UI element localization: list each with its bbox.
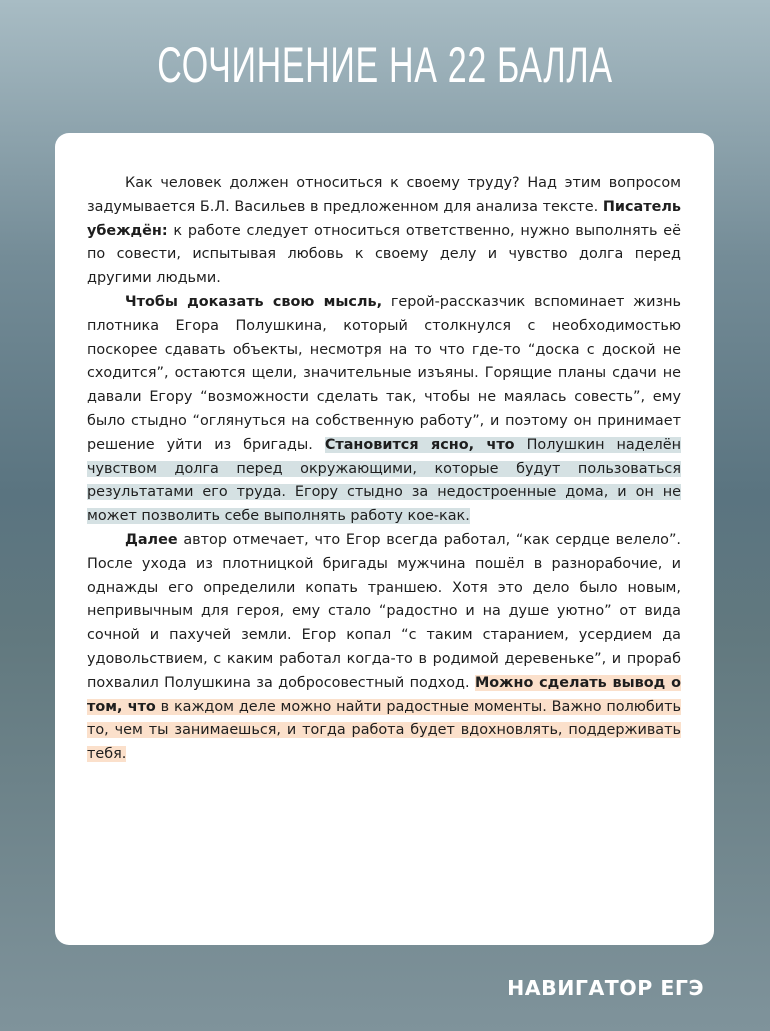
- paragraph-2-lead: Чтобы доказать свою мысль,: [125, 293, 383, 310]
- page-title: СОЧИНЕНИЕ НА 22 БАЛЛА: [157, 37, 613, 93]
- paragraph-2-conclusion-label: Становится ясно, что: [324, 436, 515, 453]
- essay-paragraph-3: [87, 529, 681, 767]
- paragraph-2-argument: герой-рассказчик вспоминает жизнь плотника Егора Полушкина, который столкнулся с необходимостью поскорее сдавать объекты, несмотря на то что где-то “доска с доской не сходится”, остаются щели, значительные изъяны. Горящие планы сдачи не давали Егору “возможности сделать так, чтобы не маялась совесть”, ему было стыдно “оглянуться на собственную работу”, и поэтому он принимает решение уйти из бригады.: [87, 293, 681, 453]
- paragraph-1-thesis: к работе следует относиться ответственно, нужно выполнять её по совести, испытывая любовь к своему делу и чувство долга перед другими людьми.: [87, 222, 681, 287]
- paragraph-3-conclusion: в каждом деле можно найти радостные моменты. Важно полюбить то, чем ты занимаешься, и тогда работа будет вдохновлять, поддерживать тебя.: [87, 698, 681, 763]
- paragraph-3-lead: Далее: [125, 531, 178, 548]
- paragraph-3-conclusion-label: Можно сделать вывод о том, что: [87, 674, 681, 715]
- paragraph-1-thesis-label: Писатель убеждён:: [87, 198, 681, 239]
- essay-paragraph-2: [87, 291, 681, 529]
- paragraph-2-conclusion: Полушкин наделён чувством долга перед окружающими, которые будут пользоваться результатами его труда. Егору стыдно за недостроенные дома, и он не может позволить себе выполнять работу кое-как.: [87, 436, 681, 525]
- brand-logo-text: НАВИГАТОР ЕГЭ: [507, 976, 704, 1000]
- paragraph-3-argument: автор отмечает, что Егор всегда работал, “как сердце велело”. После ухода из плотницкой бригады мужчина пошёл в разнорабочие, и однажды его определили копать траншею. Хотя это дело было новым, непривычным для героя, ему стало “радостно и на душе уютно” от вида сочной и пахучей земли. Егор копал “с таким старанием, усердием да удовольствием, с каким работал когда-то в родимой деревеньке”, и прораб похвалил Полушкина за добросовестный подход.: [87, 531, 681, 691]
- paragraph-1-intro: Как человек должен относиться к своему труду? Над этим вопросом задумывается Б.Л. Васильев в предложенном для анализа тексте.: [87, 175, 681, 215]
- essay-text: [87, 172, 681, 767]
- essay-paragraph-1: [87, 172, 681, 291]
- essay-card: [55, 133, 714, 945]
